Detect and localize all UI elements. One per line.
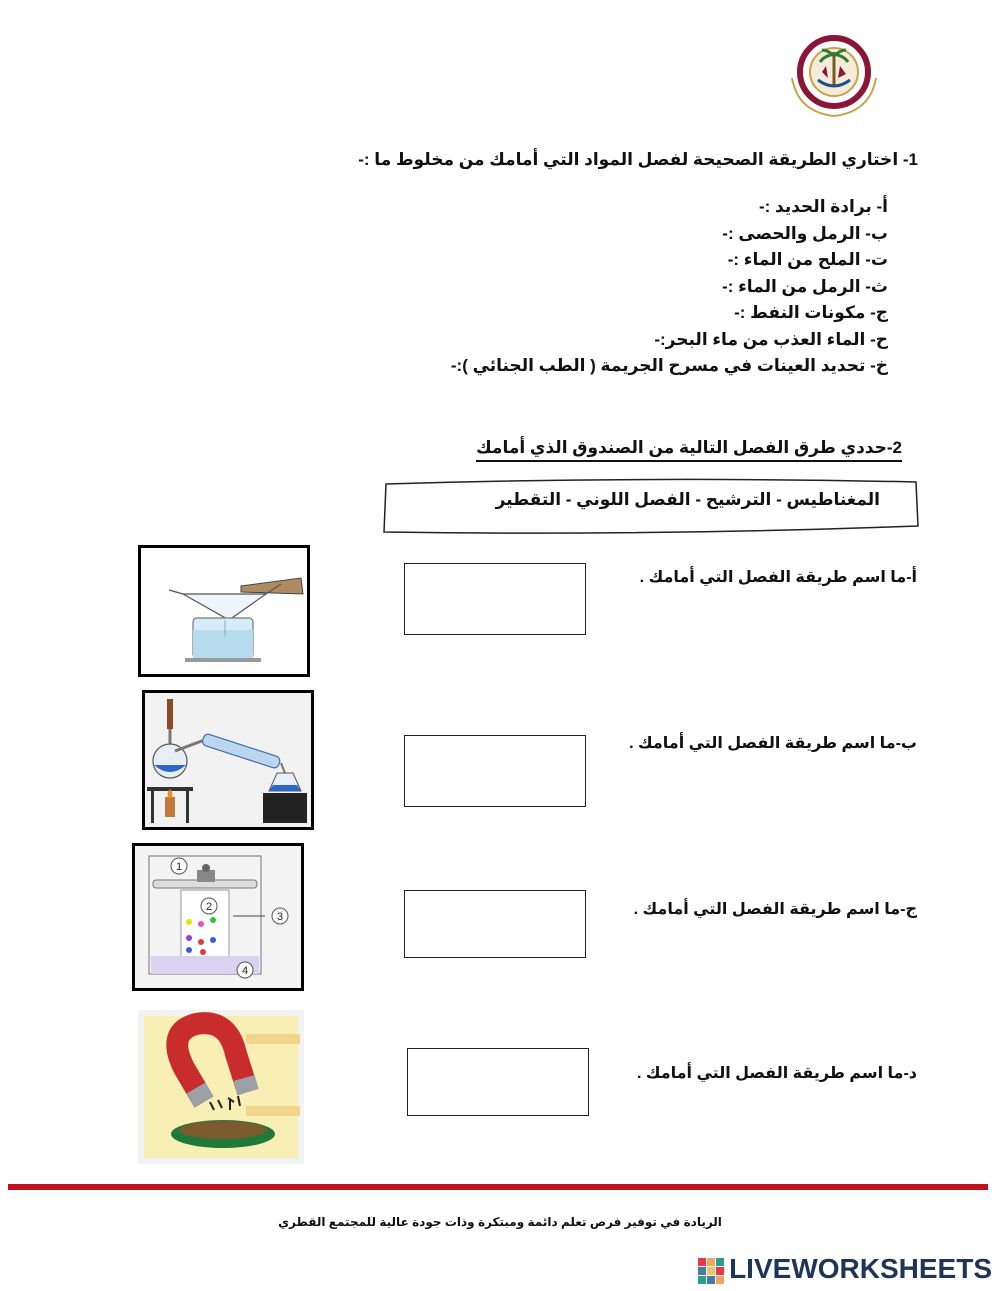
footer-divider — [8, 1184, 988, 1190]
option-th: ث- الرمل من الماء :- — [722, 276, 888, 296]
question2-title: 2-حددي طرق الفصل التالية من الصندوق الذي أمامك — [476, 438, 902, 462]
footer-slogan: الريادة في توفير فرص تعلم دائمة ومبتكرة وذات جودة عالية للمجتمع القطري — [278, 1215, 722, 1229]
option-kh: خ- تحديد العينات في مسرح الجريمة ( الطب الجنائي ):- — [450, 356, 888, 375]
label-3: 3 — [276, 911, 284, 923]
emblem-logo — [778, 22, 890, 122]
answer-box-a[interactable] — [404, 563, 586, 635]
distillation-image — [142, 690, 314, 830]
label-1: 1 — [175, 861, 183, 873]
chromatography-image — [132, 843, 304, 991]
option-t: ت- الملح من الماء :- — [727, 250, 888, 269]
question-d: د-ما اسم طريقة الفصل التي أمامك . — [636, 1065, 917, 1082]
magnet-image — [138, 1010, 304, 1164]
question1-title: 1- اختاري الطريقة الصحيحة لفصل المواد التي أمامك من مخلوط ما :- — [358, 150, 918, 169]
label-4: 4 — [241, 965, 249, 977]
answer-box-d[interactable] — [407, 1048, 589, 1116]
word-bank: المغناطيس - الترشيح - الفصل اللوني - التقطير — [495, 490, 880, 509]
option-j: ج- مكونات النفط :- — [734, 303, 888, 322]
liveworksheets-logo-icon — [698, 1258, 724, 1284]
filtration-image — [138, 545, 310, 677]
liveworksheets-brand[interactable]: LIVEWORKSHEETS — [729, 1253, 992, 1284]
question-b: ب-ما اسم طريقة الفصل التي أمامك . — [629, 735, 917, 752]
word-bank-box — [380, 476, 920, 536]
answer-box-b[interactable] — [404, 735, 586, 807]
question1-options — [408, 194, 888, 380]
option-a: أ- برادة الحديد :- — [758, 197, 888, 216]
question-c: ج-ما اسم طريقة الفصل التي أمامك . — [633, 901, 917, 918]
question-a: أ-ما اسم طريقة الفصل التي أمامك . — [639, 569, 917, 586]
option-h: ح- الماء العذب من ماء البحر:- — [654, 329, 888, 349]
option-b: ب- الرمل والحصى :- — [722, 223, 888, 243]
label-2: 2 — [205, 901, 213, 913]
answer-box-c[interactable] — [404, 890, 586, 958]
